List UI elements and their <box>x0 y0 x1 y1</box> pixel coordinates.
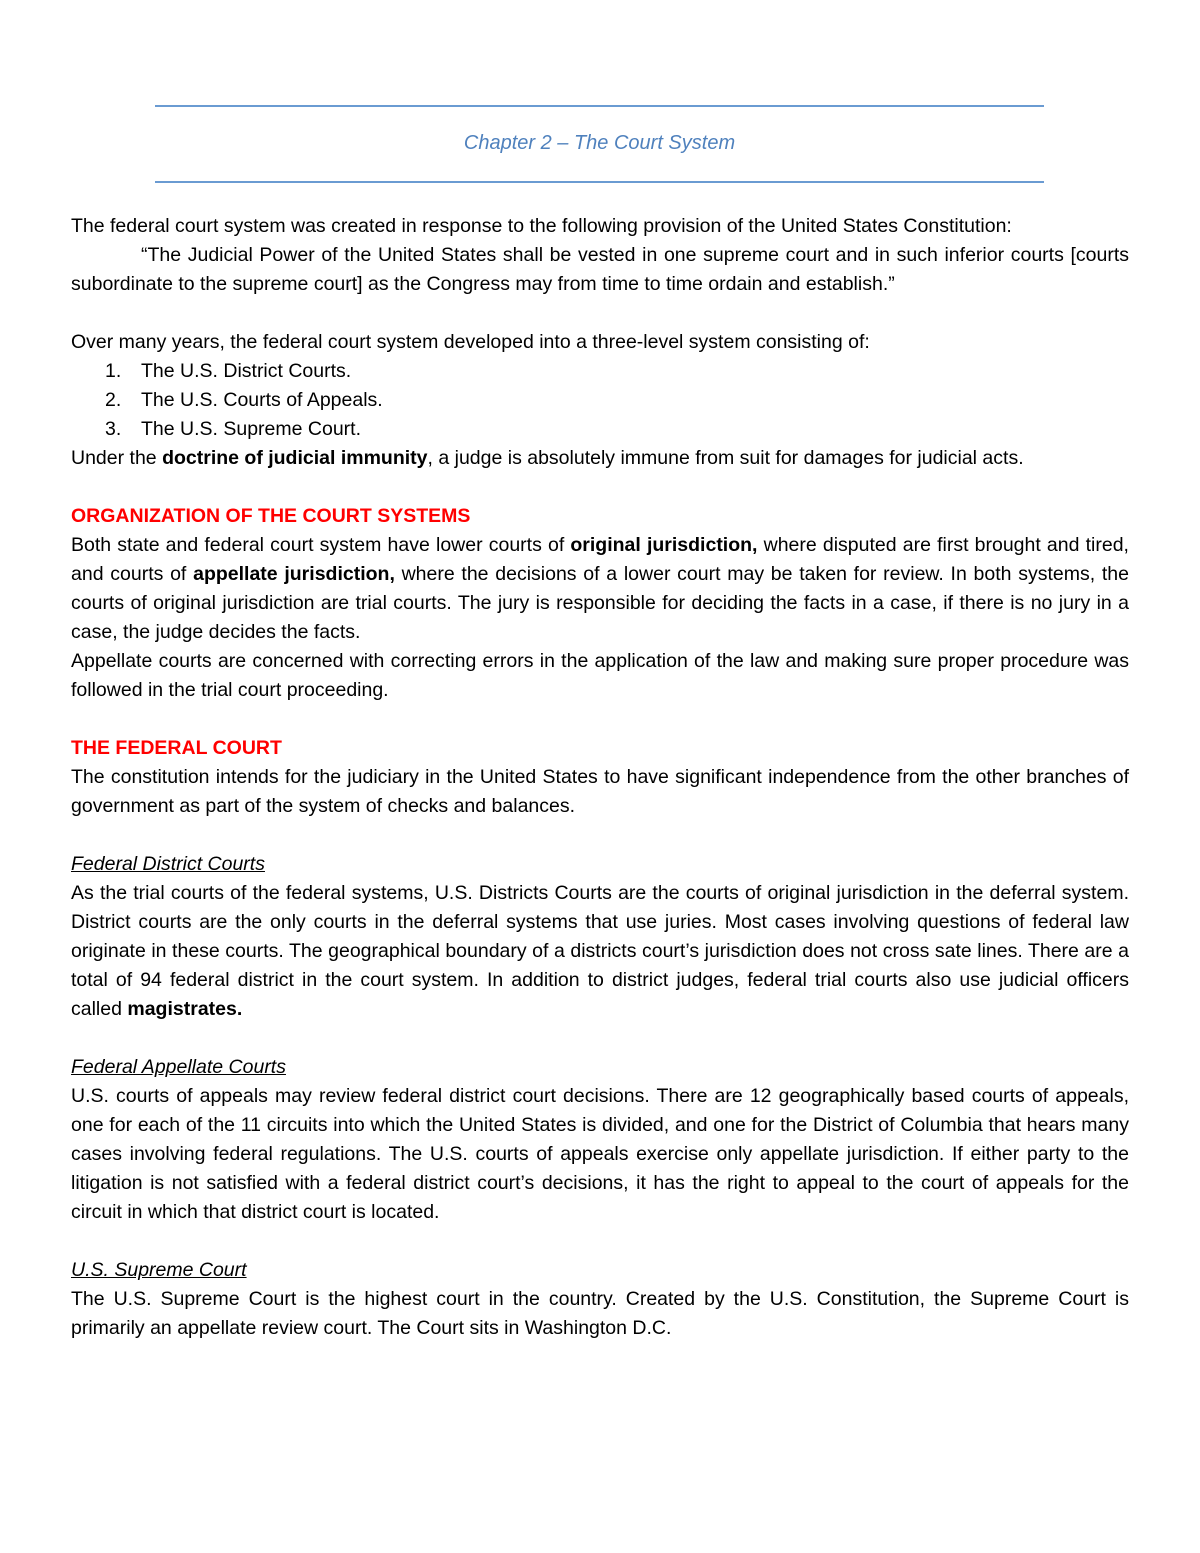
federal-court-heading: THE FEDERAL COURT <box>71 737 282 759</box>
appellate-courts-paragraph: Appellate courts are concerned with correcting errors in the application of the law and making sure proper procedure was followed in the trial court proceeding. <box>71 650 1129 701</box>
organization-text: where disputed are first brought and tired, and courts of <box>71 534 1129 585</box>
organization-text: Both state and federal court system have lower courts of <box>71 534 571 556</box>
constitution-quote: “The Judicial Power of the United States shall be vested in one supreme court and in such inferior courts [courts subordinate to the supreme court] as the Congress may from time to time ordain and establish.” <box>71 244 1129 295</box>
immunity-text: Under the <box>71 447 163 469</box>
appellate-courts-heading: Federal Appellate Courts <box>71 1056 286 1078</box>
district-courts-heading: Federal District Courts <box>71 853 265 875</box>
list-item <box>71 357 1129 386</box>
magistrates-term: magistrates. <box>127 998 243 1020</box>
judicial-immunity-paragraph <box>71 444 1129 473</box>
list-item-text: The U.S. Courts of Appeals. <box>141 389 383 411</box>
list-item <box>71 415 1129 444</box>
list-item-text: The U.S. Supreme Court. <box>141 418 362 440</box>
title-block <box>155 105 1044 183</box>
court-levels-list <box>71 357 1129 444</box>
appellate-jurisdiction-term: appellate jurisdiction, <box>193 563 395 585</box>
federal-court-paragraph: The constitution intends for the judiciary in the United States to have significant independence from the other branches of government as part of the system of checks and balances. <box>71 766 1129 817</box>
immunity-term: doctrine of judicial immunity <box>162 447 428 469</box>
top-rule <box>155 105 1044 107</box>
district-text: As the trial courts of the federal systems, U.S. Districts Courts are the courts of original jurisdiction in the deferral system. District courts are the only courts in the deferral systems that use juries. Most cases involving questions of federal law originate in these courts. The geographical boundary of a districts court’s jurisdiction does not cross sate lines. There are a total of 94 federal district in the court system. In addition to district judges, federal trial courts also use judicial officers called <box>71 882 1129 1020</box>
appellate-courts-text: U.S. courts of appeals may review federal district court decisions. There are 12 geographically based courts of appeals, one for each of the 11 circuits into which the United States is divided, and one for the District of Columbia that hears many cases involving federal regulations. The U.S. courts of appeals exercise only appellate jurisdiction. If either party to the litigation is not satisfied with a federal district court’s decisions, it has the right to appeal to the court of appeals for the circuit in which that district court is located. <box>71 1085 1129 1223</box>
organization-text: where the decisions of a lower court may be taken for review. In both systems, the courts of original jurisdiction are trial courts. The jury is responsible for deciding the facts in a case, if there is no jury in a case, the judge decides the facts. <box>71 563 1129 643</box>
supreme-court-heading: U.S. Supreme Court <box>71 1259 247 1281</box>
immunity-text: , a judge is absolutely immune from suit for damages for judicial acts. <box>427 447 1024 469</box>
supreme-court-paragraph: The U.S. Supreme Court is the highest court in the country. Created by the U.S. Constitution, the Supreme Court is primarily an appellate review court. The Court sits in Washington D.C. <box>71 1288 1129 1339</box>
spacer <box>71 705 1129 734</box>
bottom-rule <box>155 181 1044 183</box>
organization-heading: ORGANIZATION OF THE COURT SYSTEMS <box>71 505 471 527</box>
spacer <box>71 1227 1129 1256</box>
list-number: 1. <box>105 360 122 382</box>
original-jurisdiction-term: original jurisdiction, <box>570 534 758 556</box>
list-number: 3. <box>105 418 122 440</box>
document-body <box>71 212 1129 1343</box>
spacer <box>71 1024 1129 1053</box>
intro-paragraph: The federal court system was created in response to the following provision of the United States Constitution: <box>71 215 1012 237</box>
spacer <box>71 299 1129 328</box>
district-courts-paragraph <box>71 879 1129 1024</box>
list-number: 2. <box>105 389 122 411</box>
page-title: Chapter 2 – The Court System <box>463 132 736 154</box>
organization-paragraph <box>71 531 1129 647</box>
levels-lead: Over many years, the federal court system developed into a three-level system consisting of: <box>71 331 870 353</box>
list-item-text: The U.S. District Courts. <box>141 360 352 382</box>
spacer <box>71 821 1129 850</box>
list-item <box>71 386 1129 415</box>
spacer <box>71 473 1129 502</box>
